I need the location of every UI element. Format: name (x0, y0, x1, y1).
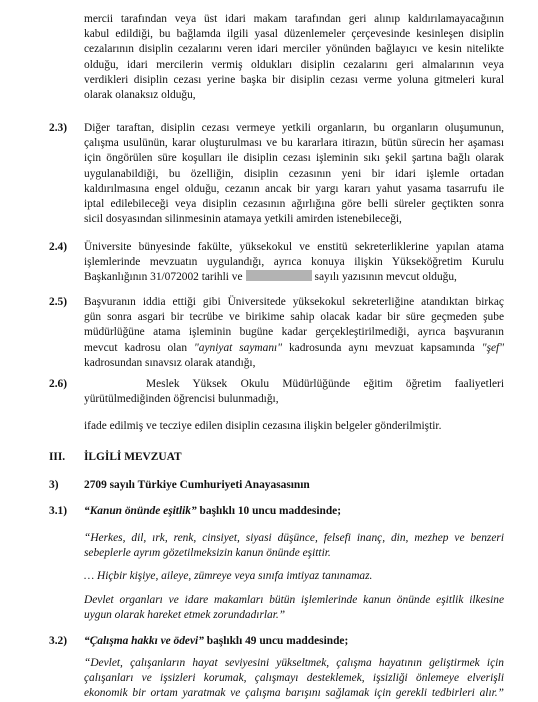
item-title (84, 504, 341, 519)
text-line: olarak olanaksız olduğu, (84, 89, 196, 102)
text-line: müdürlüğüne atama işleminin bugüne kadar gerçekleştirilmediği, ayrıca başvuranın (84, 326, 504, 339)
item-number: 2.3) (49, 122, 68, 134)
text-line: çalışma usulünün, karar oluşturulması ve bu kararlara itirazın, bütün sürecin her aşaması (84, 137, 504, 150)
article-title-rest: başlıklı 49 uncu maddesinde; (206, 635, 349, 647)
quote-paragraph (84, 656, 504, 702)
article-title-rest: başlıklı 10 uncu maddesinde; (199, 505, 342, 517)
item-number: 3.2) (49, 635, 68, 647)
text-line: gün sonra asgari bir tecrübe ve birikime sahip olacak kadar bir süre geçmeden şube (84, 311, 504, 324)
text-line: sicil dosyasından silinmesinin atamaya yetkili amirden istenebileceği, (84, 213, 402, 226)
section-number: III. (49, 451, 66, 463)
text-line: Diğer taraftan, disiplin cezası vermeye yetkili organların, bu organların oluşumunun, (84, 122, 504, 134)
redaction-box (246, 270, 312, 281)
closing-paragraph (84, 419, 504, 434)
text-line: Başvuranın iddia ettiği gibi Üniversitede yüksekokul sekreterliğine atandıktan birkaç (84, 296, 504, 308)
text-line: kaldırılmasına engel olduğu, cezanın ancak bir yargı kararı yahut yasama tasarrufu ile (84, 182, 504, 195)
text-line: mercii tarafından veya üst idari makam tarafından geri alınıp kaldırılamayacağının (84, 13, 504, 25)
article-quote-title: “Çalışma hakkı ve ödevi” (84, 635, 204, 647)
item-number: 2.5) (49, 296, 68, 308)
item-number: 3.1) (49, 505, 68, 517)
quoted-term: "şef" (481, 341, 505, 354)
text-segment: Başkanlığının 31/072002 tarihli ve (84, 271, 243, 284)
text-line: “Herkes, dil, ırk, renk, cinsiyet, siyasi düşünce, felsefi inanç, din, mezhep ve benzeri (84, 532, 504, 544)
item-number: 2.4) (49, 241, 68, 253)
text-segment: kadrosunda aynı mevzuat kapsamında (288, 341, 475, 354)
text-line: olduğu, idari mercilerin vermiş oldukları disiplin cezalarını geri almalarının veya (84, 58, 504, 71)
item-2-6-paragraph (84, 377, 504, 407)
quote-paragraph (84, 569, 504, 584)
item-2-5-paragraph (84, 295, 504, 371)
text-line: ifade edilmiş ve tecziye edilen disiplin cezasına ilişkin belgeler gönderilmiştir. (84, 420, 442, 432)
text-line: kabul edildiği, bu bağlamda ilgili yasal düzenlemeler çerçevesinde kesinleşen disiplin (84, 28, 504, 41)
item-title (84, 634, 348, 649)
text-line (84, 341, 504, 356)
item-2-3-paragraph (84, 121, 504, 227)
text-line: cezalarının disiplin cezalarını veren idari merciler yönünden bağlayıcı ve kesin nitelikte (84, 43, 504, 56)
item-title: 2709 sayılı Türkiye Cumhuriyeti Anayasasının (84, 479, 310, 491)
text-line: ekonomik bir ortam yaratmak ve çalışma barışını sağlamak için gerekli tedbirleri alır.” (84, 687, 504, 700)
text-line: sebeplerle ayrım gözetilmeksizin kanun önünde eşittir. (84, 547, 331, 560)
item-2-4-paragraph (84, 240, 504, 286)
article-quote-title: “Kanun önünde eşitlik” (84, 505, 197, 517)
text-line: işlemlerinde mevzuatın uygulandığı, ayrıca konuya ilişkin Yükseköğretim Kurulu (84, 256, 504, 269)
text-line: Devlet organları ve idare makamları bütün işlemlerinde kanun önünde eşitlik ilkesine (84, 594, 504, 606)
text-line: uygun olarak hareket etmek zorundadırlar.” (84, 609, 286, 622)
quote-paragraph (84, 593, 504, 623)
text-line: verdikleri disiplin cezası yerine başka bir disiplin cezası verme yoluna gitmeleri kural (84, 73, 504, 86)
text-segment: mevcut kadrosu olan (84, 341, 188, 354)
text-line: uygulanabildiği, bu özelliğin, disiplin cezasının yeni bir idari işlemle ortadan (84, 167, 504, 180)
item-number: 2.6) (49, 378, 68, 390)
quote-paragraph (84, 531, 504, 561)
text-line: Üniversite bünyesinde fakülte, yüksekokul ve enstitü sekreterliklerine yapılan atama (84, 241, 504, 253)
intro-paragraph (84, 12, 504, 103)
text-line: iptal edilebileceği veya disiplin cezasının ağırlığına göre belli süreler geçtikten sonra (84, 198, 504, 211)
text-line: yürütülmediğinden öğrencisi bulunmadığı, (84, 393, 279, 406)
text-line: … Hiçbir kişiye, aileye, zümreye veya sınıfa imtiyaz tanınamaz. (84, 570, 373, 582)
text-line: için öngörülen süre koşulları ile disiplin cezası işleminin sıkı şekil şartına bağlı olarak (84, 152, 504, 165)
text-line: “Devlet, çalışanların hayat seviyesini yükseltmek, çalışma hayatının geliştirmek için (84, 657, 504, 669)
section-title: İLGİLİ MEVZUAT (84, 451, 182, 463)
text-line: kadrosundan sınavsız olarak atandığı, (84, 356, 256, 369)
text-segment: sayılı yazısının mevcut olduğu, (314, 271, 457, 284)
item-number: 3) (49, 479, 59, 491)
text-line: çalışanları ve işsizleri korumak, çalışmayı desteklemek, işsizliği önlemeye elverişli (84, 672, 504, 685)
quoted-term: "ayniyat saymanı" (194, 341, 282, 354)
text-line: Meslek Yüksek Okulu Müdürlüğünde eğitim öğretim faaliyetleri (146, 378, 504, 390)
text-line (84, 270, 504, 285)
